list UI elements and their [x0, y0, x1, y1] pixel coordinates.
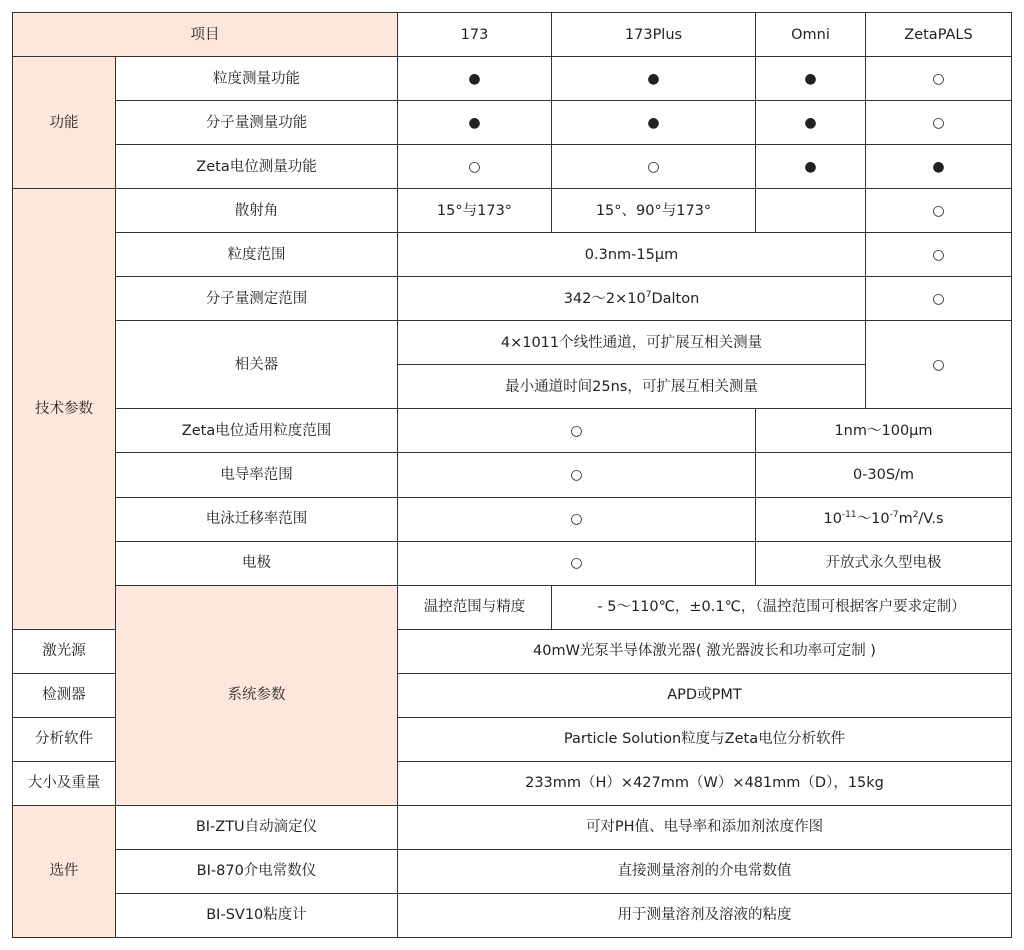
table-row: [13, 277, 1012, 321]
table-row: [13, 497, 1012, 541]
electrode-value: 开放式永久型电极: [756, 541, 1012, 585]
hollow-dot-icon: ○: [866, 189, 1012, 233]
hollow-dot-icon: ○: [866, 101, 1012, 145]
table-row: [13, 233, 1012, 277]
table-row: [13, 145, 1012, 189]
row-label: 检测器: [13, 673, 116, 717]
angle-omni-empty: [756, 189, 866, 233]
hollow-dot-icon: ○: [866, 233, 1012, 277]
row-label: 粒度测量功能: [116, 57, 398, 101]
mw-range-value: $342\sim 2\times 10^7Dalton$: [398, 277, 866, 321]
row-label: 粒度范围: [116, 233, 398, 277]
table-row: [13, 541, 1012, 585]
hollow-dot-icon: ○: [398, 409, 756, 453]
zeta-size-value: 1nm～100μm: [756, 409, 1012, 453]
row-label: BI-SV10粘度计: [116, 893, 398, 937]
table-row: [13, 409, 1012, 453]
size-range-value: 0.3nm-15μm: [398, 233, 866, 277]
conductivity-value: 0-30S/m: [756, 453, 1012, 497]
row-label: 散射角: [116, 189, 398, 233]
table-row: [13, 893, 1012, 937]
row-label: 电泳迁移率范围: [116, 497, 398, 541]
correlator-line1: 4×1011个线性通道，可扩展互相关测量: [398, 321, 866, 365]
filled-dot-icon: ●: [552, 101, 756, 145]
software-value: Particle Solution粒度与Zeta电位分析软件: [398, 717, 1012, 761]
row-label: BI-870介电常数仪: [116, 849, 398, 893]
filled-dot-icon: ●: [552, 57, 756, 101]
row-label: 相关器: [116, 321, 398, 409]
row-label: 激光源: [13, 629, 116, 673]
header-model-zetapals: ZetaPALS: [866, 13, 1012, 57]
row-label: BI-ZTU自动滴定仪: [116, 805, 398, 849]
hollow-dot-icon: ○: [398, 145, 552, 189]
table-row: [13, 849, 1012, 893]
header-model-omni: Omni: [756, 13, 866, 57]
row-label: 分析软件: [13, 717, 116, 761]
filled-dot-icon: ●: [866, 145, 1012, 189]
hollow-dot-icon: ○: [398, 497, 756, 541]
row-label: 分子量测定范围: [116, 277, 398, 321]
header-row: [13, 13, 1012, 57]
table-row: [13, 57, 1012, 101]
category-tech: 技术参数: [13, 189, 116, 629]
category-function: 功能: [13, 57, 116, 189]
category-system: 系统参数: [116, 585, 398, 805]
spec-table: [12, 12, 1012, 938]
table-row: [13, 453, 1012, 497]
angle-173: 15°与173°: [398, 189, 552, 233]
bi870-value: 直接测量溶剂的介电常数值: [398, 849, 1012, 893]
row-label: Zeta电位适用粒度范围: [116, 409, 398, 453]
detector-value: APD或PMT: [398, 673, 1012, 717]
temperature-value: - 5～110℃，±0.1℃，（温控范围可根据客户要求定制）: [552, 585, 1012, 629]
ztu-value: 可对PH值、电导率和添加剂浓度作图: [398, 805, 1012, 849]
table-row: [13, 101, 1012, 145]
hollow-dot-icon: ○: [398, 453, 756, 497]
hollow-dot-icon: ○: [866, 321, 1012, 409]
hollow-dot-icon: ○: [552, 145, 756, 189]
table-row: [13, 805, 1012, 849]
table-row: [13, 321, 1012, 365]
filled-dot-icon: ●: [398, 101, 552, 145]
row-label: 电导率范围: [116, 453, 398, 497]
sv10-value: 用于测量溶剂及溶液的粘度: [398, 893, 1012, 937]
angle-173plus: 15°、90°与173°: [552, 189, 756, 233]
hollow-dot-icon: ○: [398, 541, 756, 585]
mobility-value: $10^{-11}\sim 10^{-7}m^2/V.s$: [756, 497, 1012, 541]
header-model-173plus: 173Plus: [552, 13, 756, 57]
filled-dot-icon: ●: [756, 57, 866, 101]
row-label: 分子量测量功能: [116, 101, 398, 145]
hollow-dot-icon: ○: [866, 57, 1012, 101]
size-weight-value: 233mm（H）×427mm（W）×481mm（D），15kg: [398, 761, 1012, 805]
header-model-173: 173: [398, 13, 552, 57]
table-row: [13, 189, 1012, 233]
hollow-dot-icon: ○: [866, 277, 1012, 321]
table-row: [13, 585, 1012, 629]
row-label: Zeta电位测量功能: [116, 145, 398, 189]
header-item: 项目: [13, 13, 398, 57]
filled-dot-icon: ●: [756, 145, 866, 189]
row-label: 大小及重量: [13, 761, 116, 805]
category-options: 选件: [13, 805, 116, 937]
filled-dot-icon: ●: [398, 57, 552, 101]
row-label: 电极: [116, 541, 398, 585]
row-label: 温控范围与精度: [398, 585, 552, 629]
filled-dot-icon: ●: [756, 101, 866, 145]
correlator-line2: 最小通道时间25ns，可扩展互相关测量: [398, 365, 866, 409]
laser-value: 40mW光泵半导体激光器( 激光器波长和功率可定制 ): [398, 629, 1012, 673]
